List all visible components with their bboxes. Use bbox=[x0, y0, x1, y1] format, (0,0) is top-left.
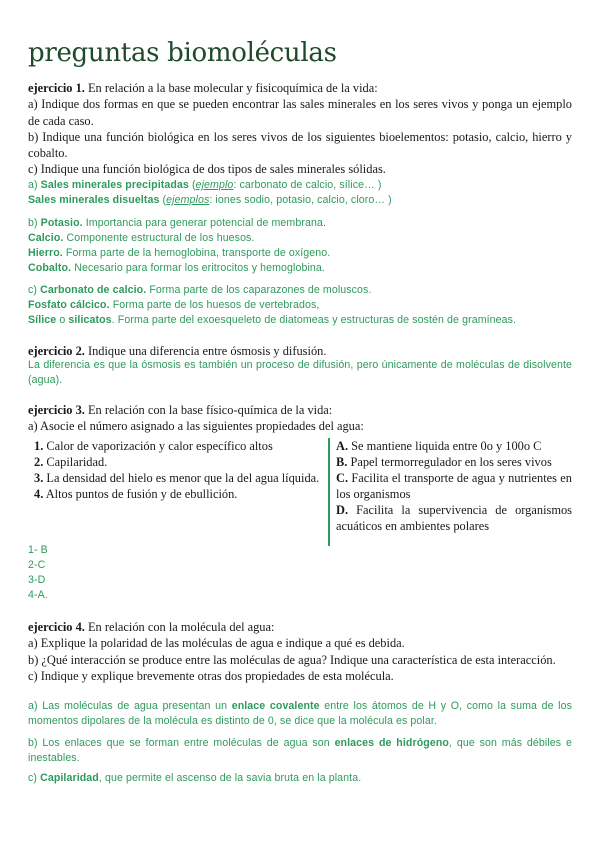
exercise-2-label: ejercicio 2. bbox=[28, 344, 85, 358]
exercise-1-part-b: b) Indique una función biológica en los seres vivos de los siguientes bioelementos: potasio, calcio, hierro y cobalto. bbox=[28, 129, 572, 161]
answer-line: 3-D bbox=[28, 574, 46, 586]
exercise-1-label: ejercicio 1. bbox=[28, 81, 85, 95]
exercise-4-answer-b: b) Los enlaces que se forman entre moléculas de agua son enlaces de hidrógeno, que son más débiles e inestables. bbox=[28, 737, 572, 764]
matching-right-item: C. Facilita el transporte de agua y nutrientes en los organismos bbox=[336, 471, 572, 501]
exercise-3-label: ejercicio 3. bbox=[28, 403, 85, 417]
matching-left-item: 2. Capilaridad. bbox=[34, 455, 108, 469]
exercise-4-answer-c: c) Capilaridad, que permite el ascenso de la savia bruta en la planta. bbox=[28, 772, 362, 784]
exercise-3-part-a: a) Asocie el número asignado a las siguientes propiedades del agua: bbox=[28, 419, 364, 434]
exercise-4-part-a: a) Explique la polaridad de las moléculas de agua e indique a qué es debida. bbox=[28, 636, 405, 651]
exercise-4-label: ejercicio 4. bbox=[28, 620, 85, 634]
answer-line: 2-C bbox=[28, 559, 46, 571]
column-divider bbox=[328, 438, 330, 546]
matching-left-item: 1. Calor de vaporización y calor específico altos bbox=[34, 439, 273, 453]
matching-left-column bbox=[34, 438, 324, 502]
matching-right-item: D. Facilita la supervivencia de organismos acuáticos en ambientes polares bbox=[336, 503, 572, 533]
exercise-4-question: ejercicio 4. En relación con la molécula del agua: a) Explique la polaridad de las moléculas de agua e indique a qué es debida. b) ¿Qué interacción se produce entre las moléculas de agua? Indique una característica de esta interacción. c) Indique y explique brevemente otras dos propiedades de esta molécula. bbox=[28, 619, 572, 684]
exercise-1-answer-c: c) Carbonato de calcio. Forma parte de los caparazones de moluscos. Fosfato cálcico. Forma parte de los huesos de vertebrados, Sílice o silicatos. Forma parte del exoesqueleto de diatomeas y estructuras de sostén de gramíneas. bbox=[28, 284, 517, 326]
matching-left-item: 4. Altos puntos de fusión y de ebullición. bbox=[34, 487, 238, 501]
exercise-1-part-a: a) Indique dos formas en que se pueden encontrar las sales minerales en los seres vivos y ponga un ejemplo de cada caso. bbox=[28, 97, 572, 128]
matching-left-item: 3. La densidad del hielo es menor que la del agua líquida. bbox=[34, 471, 320, 485]
answer-line: 4-A. bbox=[28, 589, 48, 601]
exercise-2-question: ejercicio 2. Indique una diferencia entre ósmosis y difusión. bbox=[28, 344, 327, 358]
answer-line: 1- B bbox=[28, 544, 48, 556]
exercise-4-answer-a: a) Las moléculas de agua presentan un enlace covalente entre los átomos de H y O, como la suma de los momentos dipolares de la molécula es distinto de 0, se dice que la molécula es polar. bbox=[28, 700, 572, 727]
exercise-1-answer-b: b) Potasio. Importancia para generar potencial de membrana. Calcio. Componente estructural de los huesos. Hierro. Forma parte de la hemoglobina, transporte de oxígeno. Cobalto. Necesario para formar los eritrocitos y hemoglobina. bbox=[28, 217, 331, 274]
exercise-1-part-c: c) Indique una función biológica de dos tipos de sales minerales sólidas. bbox=[28, 162, 386, 177]
matching-table bbox=[34, 438, 572, 546]
exercise-3-answers bbox=[28, 543, 572, 603]
exercise-2-answer: La diferencia es que la ósmosis es también un proceso de difusión, pero únicamente de moléculas de disolvente (agua). bbox=[28, 359, 572, 386]
matching-right-item: A. Se mantiene liquida entre 0o y 100o C bbox=[336, 439, 542, 453]
matching-right-column bbox=[336, 438, 572, 534]
exercise-3-question: ejercicio 3. En relación con la base físico-química de la vida: a) Asocie el número asignado a las siguientes propiedades del agua: bbox=[28, 402, 572, 435]
exercise-1-answer-a: a) Sales minerales precipitadas (ejemplo: carbonato de calcio, sílice… ) Sales minerales disueltas (ejemplos: iones sodio, potasio, calcio, cloro… ) bbox=[28, 179, 392, 206]
exercise-1-question: ejercicio 1. En relación a la base molecular y fisicoquímica de la vida: a) Indique dos formas en que se pueden encontrar las sales minerales en los seres vivos y ponga un ejemplo de cada caso. b) Indique una función biológica en los seres vivos de los siguientes bioelementos: potasio, calcio, hierro y cobalto. c) Indique una función biológica de dos tipos de sales minerales sólidas. bbox=[28, 81, 572, 177]
page-title: preguntas biomoléculas bbox=[28, 38, 337, 68]
matching-right-item: B. Papel termorregulador en los seres vivos bbox=[336, 455, 552, 469]
exercise-4-part-b: b) ¿Qué interacción se produce entre las moléculas de agua? Indique una característica de esta interacción. bbox=[28, 652, 556, 667]
exercise-4-part-c: c) Indique y explique brevemente otras dos propiedades de esta molécula. bbox=[28, 668, 394, 683]
